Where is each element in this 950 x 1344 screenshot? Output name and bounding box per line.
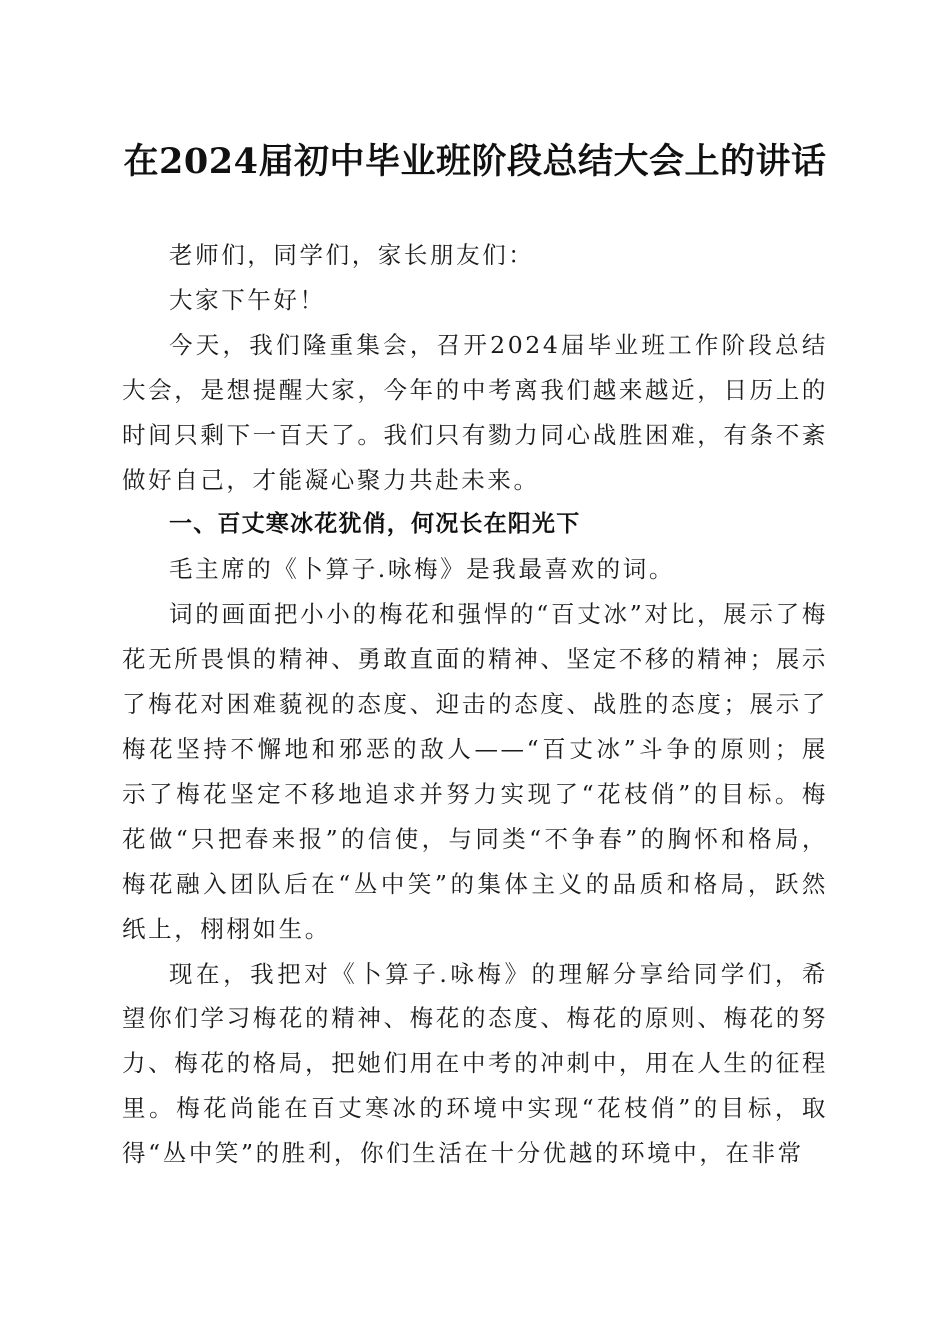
poem-analysis-paragraph: 词的画面把小小的梅花和强悍的“百丈冰”对比，展示了梅花无所畏惧的精神、勇敢直面的精神、坚定不移的精神；展示了梅花对困难藐视的态度、迎击的态度、战胜的态度；展示了梅花坚持不懈地和邪恶的敌人——“百丈冰”斗争的原则；展示了梅花坚定不移地追求并努力实现了“花枝俏”的目标。梅花做“只把春来报”的信使，与同类“不争春”的胸怀和格局，梅花融入团队后在“丛中笑”的集体主义的品质和格局，跃然纸上，栩栩如生。	[122, 600, 828, 943]
document-title: 在2024届初中毕业班阶段总结大会上的讲话	[123, 141, 827, 182]
intro-paragraph: 今天，我们隆重集会，召开2024届毕业班工作阶段总结大会，是想提醒大家，今年的中考离我们越来越近，日历上的时间只剩下一百天了。我们只有勠力同心战胜困难，有条不紊做好自己，才能凝心聚力共赴未来。	[122, 330, 828, 494]
salutation-paragraph: 老师们，同学们，家长朋友们：	[169, 241, 535, 269]
sharing-paragraph: 现在，我把对《卜算子.咏梅》的理解分享给同学们，希望你们学习梅花的精神、梅花的态度、梅花的原则、梅花的努力、梅花的格局，把她们用在中考的冲刺中，用在人生的征程里。梅花尚能在百丈寒冰的环境中实现“花枝俏”的目标，取得“丛中笑”的胜利，你们生活在十分优越的环境中，在非常	[122, 959, 828, 1168]
greeting-paragraph: 大家下午好！	[169, 285, 326, 314]
document-body	[122, 233, 828, 1176]
poem-intro-paragraph: 毛主席的《卜算子.咏梅》是我最喜欢的词。	[169, 555, 675, 584]
section-heading-1: 一、百丈寒冰花犹俏，何况长在阳光下	[169, 511, 581, 538]
